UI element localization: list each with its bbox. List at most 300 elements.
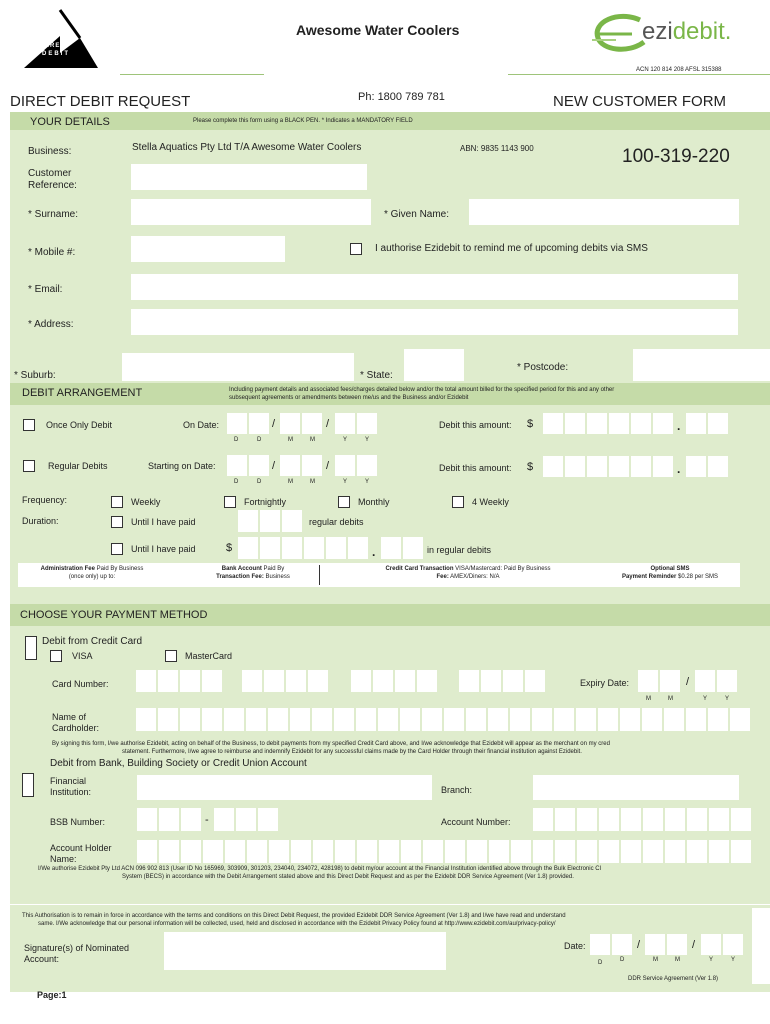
debit-count-cell-1[interactable] bbox=[238, 510, 258, 532]
fee-bank-title-2: Transaction Fee: bbox=[216, 574, 264, 580]
fee-admin-title: Administration Fee bbox=[40, 566, 95, 572]
cc-consent-line-1: By signing this form, I/we authorise Ezidebit, acting on behalf of the Business, to debit payments from my specified Credit Card above, and I/we acknowledge that Ezidebit will appear as the merchant on my cred bbox=[52, 741, 610, 747]
expiry-hint-m2: M bbox=[668, 696, 673, 702]
until-paid-decimal: . bbox=[372, 545, 376, 559]
account-digit-cell[interactable] bbox=[621, 808, 641, 831]
company-name: Awesome Water Coolers bbox=[296, 22, 460, 38]
fee-sms-title-2: Payment Reminder bbox=[621, 574, 677, 580]
regular-amount-cell[interactable] bbox=[543, 456, 563, 477]
once-amount-cell[interactable] bbox=[631, 413, 651, 434]
account-holder-cell[interactable] bbox=[291, 840, 311, 863]
logo-text-debit: DEBIT bbox=[42, 51, 70, 57]
visa-label: VISA bbox=[72, 651, 93, 661]
account-holder-cell[interactable] bbox=[599, 840, 619, 863]
given-name-input[interactable] bbox=[469, 199, 739, 225]
phone-number: Ph: 1800 789 781 bbox=[358, 91, 445, 103]
account-holder-cell[interactable] bbox=[137, 840, 157, 863]
fee-bank-payer-2: Business bbox=[263, 574, 290, 580]
start-date-hint-d2: D bbox=[257, 479, 262, 485]
cardholder-cell[interactable] bbox=[312, 708, 332, 731]
four-weekly-checkbox[interactable] bbox=[452, 496, 464, 508]
once-amount-cell[interactable] bbox=[543, 413, 563, 434]
once-date-hint-y1: Y bbox=[343, 437, 348, 443]
cardholder-cell[interactable] bbox=[356, 708, 376, 731]
account-digit-cell[interactable] bbox=[599, 808, 619, 831]
cardholder-cell[interactable] bbox=[664, 708, 684, 731]
until-paid-amount-cell[interactable] bbox=[238, 537, 258, 559]
cardholder-cell[interactable] bbox=[488, 708, 508, 731]
until-paid-amount-cell[interactable] bbox=[260, 537, 280, 559]
page-number: Page:1 bbox=[37, 990, 67, 1000]
once-date-m2[interactable] bbox=[302, 413, 322, 434]
start-date-sep-1: / bbox=[272, 460, 276, 472]
card-digit-cell[interactable] bbox=[308, 670, 328, 692]
cardholder-cell[interactable] bbox=[642, 708, 662, 731]
authorisation-line-2: same. I/We acknowledge that our personal information will be collected, used, held and disclosed in accordance with the Ezidebit Privacy Policy found at http://www.ezidebit.com/au/privacy-policy/ bbox=[38, 921, 556, 927]
sign-date-hint-d1: D bbox=[598, 960, 603, 966]
state-input[interactable] bbox=[404, 349, 464, 381]
regular-debits-suffix: regular debits bbox=[309, 517, 364, 527]
in-regular-debits-suffix: in regular debits bbox=[427, 545, 492, 555]
cardholder-cell[interactable] bbox=[620, 708, 640, 731]
once-date-hint-d1: D bbox=[234, 437, 239, 443]
your-details-title: YOUR DETAILS bbox=[30, 116, 110, 128]
cardholder-cell[interactable] bbox=[400, 708, 420, 731]
fee-card-title: Credit Card Transaction bbox=[385, 566, 454, 572]
cardholder-cell[interactable] bbox=[290, 708, 310, 731]
card-digit-cell[interactable] bbox=[481, 670, 501, 692]
bank-option-checkbox[interactable] bbox=[22, 773, 34, 797]
expiry-hint-m1: M bbox=[646, 696, 651, 702]
ezidebit-swirl-icon bbox=[588, 12, 648, 56]
card-digit-cell[interactable] bbox=[180, 670, 200, 692]
logo-text-direct: DIRECT bbox=[42, 43, 71, 49]
once-only-checkbox[interactable] bbox=[23, 419, 35, 431]
once-date-hint-d2: D bbox=[257, 437, 262, 443]
cardholder-cell[interactable] bbox=[554, 708, 574, 731]
fee-admin bbox=[18, 565, 166, 581]
direct-debit-logo bbox=[20, 8, 100, 70]
start-date-hint-d1: D bbox=[234, 479, 239, 485]
account-holder-cell[interactable] bbox=[401, 840, 421, 863]
card-digit-cell[interactable] bbox=[417, 670, 437, 692]
bsb-cell-3[interactable] bbox=[181, 808, 201, 831]
once-amount-cells[interactable] bbox=[543, 413, 733, 435]
email-input[interactable] bbox=[131, 274, 738, 300]
customer-reference-label: Customer Reference: bbox=[28, 168, 77, 191]
signature-side-box bbox=[752, 908, 770, 984]
once-date-d2[interactable] bbox=[249, 413, 269, 434]
once-amount-cell[interactable] bbox=[708, 413, 728, 434]
regular-debits-label: Regular Debits bbox=[48, 461, 108, 471]
card-digit-cell[interactable] bbox=[242, 670, 262, 692]
cardholder-cell[interactable] bbox=[180, 708, 200, 731]
sign-date-hint-y1: Y bbox=[709, 957, 714, 963]
account-holder-cell[interactable] bbox=[313, 840, 333, 863]
fee-admin-payer: Paid By Business bbox=[94, 566, 144, 572]
regular-amount-cell[interactable] bbox=[631, 456, 651, 477]
business-value: Stella Aquatics Pty Ltd T/A Awesome Water Coolers bbox=[132, 142, 362, 153]
monthly-label: Monthly bbox=[358, 497, 390, 507]
sign-date-m1[interactable] bbox=[645, 934, 665, 955]
account-holder-cell[interactable] bbox=[489, 840, 509, 863]
card-digit-cell[interactable] bbox=[395, 670, 415, 692]
account-holder-cell[interactable] bbox=[203, 840, 223, 863]
card-digit-cell[interactable] bbox=[525, 670, 545, 692]
once-amount-cell[interactable] bbox=[686, 413, 706, 434]
until-paid-amount-cell[interactable] bbox=[348, 537, 368, 559]
cardholder-cell[interactable] bbox=[268, 708, 288, 731]
until-paid-amount-cell[interactable] bbox=[381, 537, 401, 559]
card-number-cells[interactable] bbox=[136, 670, 556, 692]
cardholder-cell[interactable] bbox=[444, 708, 464, 731]
account-holder-cell[interactable] bbox=[555, 840, 575, 863]
card-digit-cell[interactable] bbox=[136, 670, 156, 692]
brand-debit: debit bbox=[672, 18, 725, 45]
expiry-y1[interactable] bbox=[695, 670, 715, 692]
once-date-y1[interactable] bbox=[335, 413, 355, 434]
expiry-y2[interactable] bbox=[717, 670, 737, 692]
account-holder-cell[interactable] bbox=[225, 840, 245, 863]
cardholder-cell[interactable] bbox=[334, 708, 354, 731]
regular-amount-cell[interactable] bbox=[565, 456, 585, 477]
start-date-hint-m2: M bbox=[310, 479, 315, 485]
debit-arrangement-note-2: subsequent agreements or amendments between me/us and the Business and/or Ezidebit bbox=[229, 395, 469, 401]
expiry-label: Expiry Date: bbox=[580, 678, 630, 688]
start-date-hint-y1: Y bbox=[343, 479, 348, 485]
bsb-cell-2[interactable] bbox=[159, 808, 179, 831]
bsb-cell-1[interactable] bbox=[137, 808, 157, 831]
suburb-label: * Suburb: bbox=[14, 370, 56, 381]
regular-amount-dollar: $ bbox=[527, 461, 534, 473]
account-digit-cell[interactable] bbox=[555, 808, 575, 831]
form-type: NEW CUSTOMER FORM bbox=[553, 93, 727, 110]
sign-date-d1[interactable] bbox=[590, 934, 610, 955]
expiry-m2[interactable] bbox=[660, 670, 680, 692]
start-date-sep-2: / bbox=[326, 460, 330, 472]
cardholder-cell[interactable] bbox=[202, 708, 222, 731]
debit-count-cell-3[interactable] bbox=[282, 510, 302, 532]
bank-option-label: Debit from Bank, Building Society or Credit Union Account bbox=[50, 758, 307, 769]
until-paid-amount-checkbox[interactable] bbox=[111, 543, 123, 555]
account-holder-cell[interactable] bbox=[269, 840, 289, 863]
regular-amount-decimal: . bbox=[677, 462, 681, 476]
brand-ezi: ezi bbox=[642, 18, 673, 45]
signature-date-label: Date: bbox=[564, 941, 586, 951]
until-paid-amount-cell[interactable] bbox=[304, 537, 324, 559]
sign-date-m2[interactable] bbox=[667, 934, 687, 955]
once-only-label: Once Only Debit bbox=[46, 420, 113, 430]
duration-label: Duration: bbox=[22, 516, 59, 526]
start-date-y2[interactable] bbox=[357, 455, 377, 476]
account-holder-cell[interactable] bbox=[687, 840, 707, 863]
account-digit-cell[interactable] bbox=[665, 808, 685, 831]
expiry-hint-y2: Y bbox=[725, 696, 730, 702]
fee-card-title-2: Fee: bbox=[436, 574, 449, 580]
once-date-hint-m1: M bbox=[288, 437, 293, 443]
state-label: * State: bbox=[360, 370, 393, 381]
cardholder-cell[interactable] bbox=[136, 708, 156, 731]
cardholder-cell[interactable] bbox=[510, 708, 530, 731]
account-holder-cell[interactable] bbox=[357, 840, 377, 863]
fortnightly-checkbox[interactable] bbox=[224, 496, 236, 508]
surname-input[interactable] bbox=[131, 199, 371, 225]
card-digit-cell[interactable] bbox=[459, 670, 479, 692]
payment-method-title: CHOOSE YOUR PAYMENT METHOD bbox=[20, 609, 208, 621]
regular-amount-cells[interactable] bbox=[543, 456, 733, 478]
brand-dot: . bbox=[724, 18, 732, 45]
fee-card-payer-2: AMEX/Diners: N/A bbox=[448, 574, 500, 580]
start-date-d1[interactable] bbox=[227, 455, 247, 476]
account-holder-cell[interactable] bbox=[445, 840, 465, 863]
cardholder-cell[interactable] bbox=[576, 708, 596, 731]
sign-date-hint-d2: D bbox=[620, 957, 625, 963]
account-holder-cell[interactable] bbox=[533, 840, 553, 863]
bsb-cell-6[interactable] bbox=[258, 808, 278, 831]
suburb-input[interactable] bbox=[122, 353, 354, 381]
header-underline-left bbox=[120, 74, 264, 75]
account-digit-cell[interactable] bbox=[687, 808, 707, 831]
once-date-sep-2: / bbox=[326, 418, 330, 430]
account-holder-cell[interactable] bbox=[181, 840, 201, 863]
fee-card bbox=[338, 565, 598, 581]
card-digit-cell[interactable] bbox=[373, 670, 393, 692]
once-date-y2[interactable] bbox=[357, 413, 377, 434]
acn-afsl: ACN 120 814 208 AFSL 315388 bbox=[636, 67, 722, 73]
expiry-m1[interactable] bbox=[638, 670, 658, 692]
header-underline-right bbox=[508, 74, 770, 75]
regular-amount-cell[interactable] bbox=[653, 456, 673, 477]
once-amount-cell[interactable] bbox=[565, 413, 585, 434]
account-digit-cell[interactable] bbox=[731, 808, 751, 831]
account-holder-cell[interactable] bbox=[247, 840, 267, 863]
until-paid-count-checkbox[interactable] bbox=[111, 516, 123, 528]
start-date-d2[interactable] bbox=[249, 455, 269, 476]
cardholder-cell[interactable] bbox=[246, 708, 266, 731]
card-digit-cell[interactable] bbox=[286, 670, 306, 692]
debit-arrangement-title: DEBIT ARRANGEMENT bbox=[22, 387, 143, 399]
regular-amount-cell[interactable] bbox=[587, 456, 607, 477]
sign-date-sep-2: / bbox=[692, 939, 696, 951]
frequency-label: Frequency: bbox=[22, 495, 68, 505]
account-holder-label: Account Holder Name: bbox=[50, 843, 112, 864]
account-holder-cell[interactable] bbox=[159, 840, 179, 863]
account-number-label: Account Number: bbox=[441, 817, 511, 827]
on-date-label: On Date: bbox=[183, 420, 220, 430]
surname-label: * Surname: bbox=[28, 209, 79, 220]
account-digit-cell[interactable] bbox=[643, 808, 663, 831]
account-digit-cell[interactable] bbox=[533, 808, 553, 831]
debit-count-cell-2[interactable] bbox=[260, 510, 280, 532]
cardholder-cell[interactable] bbox=[730, 708, 750, 731]
customer-reference-input[interactable] bbox=[131, 164, 367, 190]
once-date-sep-1: / bbox=[272, 418, 276, 430]
sms-consent-checkbox[interactable] bbox=[350, 243, 362, 255]
account-holder-cell[interactable] bbox=[467, 840, 487, 863]
cardholder-cells[interactable] bbox=[136, 708, 770, 732]
once-amount-cell[interactable] bbox=[653, 413, 673, 434]
postcode-label: * Postcode: bbox=[517, 362, 569, 373]
fee-sms bbox=[602, 565, 738, 581]
sign-date-d2[interactable] bbox=[612, 934, 632, 955]
regular-amount-cell[interactable] bbox=[708, 456, 728, 477]
start-date-hint-m1: M bbox=[288, 479, 293, 485]
once-date-d1[interactable] bbox=[227, 413, 247, 434]
fee-bank-payer: Paid By bbox=[261, 566, 285, 572]
starting-date-label: Starting on Date: bbox=[148, 461, 216, 471]
account-holder-cells[interactable] bbox=[137, 840, 770, 864]
your-details-note: Please complete this form using a BLACK PEN. * Indicates a MANDATORY FIELD bbox=[193, 118, 413, 124]
address-input[interactable] bbox=[131, 309, 738, 335]
fee-bank bbox=[183, 565, 323, 581]
mastercard-checkbox[interactable] bbox=[165, 650, 177, 662]
postcode-input[interactable] bbox=[633, 349, 770, 381]
fee-table bbox=[18, 563, 740, 587]
once-amount-cell[interactable] bbox=[587, 413, 607, 434]
account-holder-cell[interactable] bbox=[379, 840, 399, 863]
ddr-version: DDR Service Agreement (Ver 1.8) bbox=[628, 976, 719, 982]
cc-consent-line-2: statement. Furthermore, I/we agree to reimburse and indemnify Ezidebit for any successful claims made by the Card Holder through their financial institution against Ezidebit. bbox=[122, 749, 582, 755]
until-paid-amount-cell[interactable] bbox=[403, 537, 423, 559]
cardholder-cell[interactable] bbox=[598, 708, 618, 731]
financial-institution-input[interactable] bbox=[137, 775, 432, 800]
card-digit-cell[interactable] bbox=[351, 670, 371, 692]
account-digit-cell[interactable] bbox=[577, 808, 597, 831]
form-title: DIRECT DEBIT REQUEST bbox=[10, 93, 191, 110]
once-amount-decimal: . bbox=[677, 419, 681, 433]
signature-input[interactable] bbox=[164, 932, 446, 970]
weekly-label: Weekly bbox=[131, 497, 161, 507]
authorisation-line-1: This Authorisation is to remain in force in accordance with the terms and conditions on this Direct Debit Request, the provided Ezidebit DDR Service Agreement (Ver 1.8) and I/we have read and understand bbox=[22, 913, 566, 919]
weekly-checkbox[interactable] bbox=[111, 496, 123, 508]
debit-arrangement-note-1: Including payment details and associated fees/charges detailed below and/or the total amount billed for the specified period for this and any other bbox=[229, 387, 615, 393]
account-digit-cell[interactable] bbox=[709, 808, 729, 831]
start-date-hint-y2: Y bbox=[365, 479, 370, 485]
email-label: * Email: bbox=[28, 284, 63, 295]
reference-number: 100-319-220 bbox=[622, 146, 730, 167]
start-date-y1[interactable] bbox=[335, 455, 355, 476]
account-holder-cell[interactable] bbox=[577, 840, 597, 863]
once-date-hint-m2: M bbox=[310, 437, 315, 443]
sign-date-hint-y2: Y bbox=[731, 957, 736, 963]
once-date-m1[interactable] bbox=[280, 413, 300, 434]
cardholder-cell[interactable] bbox=[686, 708, 706, 731]
account-holder-cell[interactable] bbox=[511, 840, 531, 863]
financial-institution-label: Financial Institution: bbox=[50, 776, 92, 797]
once-amount-dollar: $ bbox=[527, 418, 534, 430]
account-holder-cell[interactable] bbox=[731, 840, 751, 863]
fortnightly-label: Fortnightly bbox=[244, 497, 287, 507]
four-weekly-label: 4 Weekly bbox=[472, 497, 509, 507]
once-date-hint-y2: Y bbox=[365, 437, 370, 443]
mastercard-label: MasterCard bbox=[185, 651, 233, 661]
mobile-label: * Mobile #: bbox=[28, 247, 76, 258]
cardholder-cell[interactable] bbox=[708, 708, 728, 731]
cardholder-cell[interactable] bbox=[422, 708, 442, 731]
expiry-hint-y1: Y bbox=[703, 696, 708, 702]
signature-label: Signature(s) of Nominated Account: bbox=[24, 943, 130, 964]
sign-date-hint-m1: M bbox=[653, 957, 658, 963]
sign-date-hint-m2: M bbox=[675, 957, 680, 963]
card-number-label: Card Number: bbox=[52, 679, 109, 689]
until-paid-amount-cells[interactable] bbox=[238, 537, 428, 559]
fee-card-payer: VISA/Mastercard: Paid By Business bbox=[453, 566, 551, 572]
address-label: * Address: bbox=[28, 319, 74, 330]
account-holder-cell[interactable] bbox=[423, 840, 443, 863]
start-date-m2[interactable] bbox=[302, 455, 322, 476]
cardholder-cell[interactable] bbox=[466, 708, 486, 731]
fee-sms-price: $0.28 per SMS bbox=[676, 574, 719, 580]
until-paid-amount-cell[interactable] bbox=[326, 537, 346, 559]
sign-date-sep-1: / bbox=[637, 939, 641, 951]
visa-checkbox[interactable] bbox=[50, 650, 62, 662]
fee-admin-limit: (once only) up to: bbox=[68, 574, 116, 580]
until-paid-amount-label: Until I have paid bbox=[131, 544, 196, 554]
until-paid-dollar: $ bbox=[226, 542, 233, 554]
start-date-m1[interactable] bbox=[280, 455, 300, 476]
bsb-label: BSB Number: bbox=[50, 817, 106, 827]
branch-input[interactable] bbox=[533, 775, 739, 800]
business-label: Business: bbox=[28, 146, 72, 157]
account-holder-cell[interactable] bbox=[643, 840, 663, 863]
authorisation-divider bbox=[10, 904, 770, 905]
regular-debits-checkbox[interactable] bbox=[23, 460, 35, 472]
bsb-cell-4[interactable] bbox=[214, 808, 234, 831]
bank-consent-line-1: I/We authorise Ezidebit Pty Ltd ACN 096 902 813 (User ID No 165969, 303909, 301203, 234040, 234072, 428198) to debit my/our account at the Financial Institution identified above through the Bulk Electronic Cl bbox=[38, 866, 601, 872]
cardholder-label: Name of Cardholder: bbox=[52, 712, 100, 733]
sms-consent-label: I authorise Ezidebit to remind me of upcoming debits via SMS bbox=[375, 243, 648, 254]
regular-amount-cell[interactable] bbox=[686, 456, 706, 477]
cardholder-cell[interactable] bbox=[378, 708, 398, 731]
bsb-cell-5[interactable] bbox=[236, 808, 256, 831]
until-paid-count-label: Until I have paid bbox=[131, 517, 196, 527]
ezidebit-logo bbox=[588, 12, 758, 62]
until-paid-amount-cell[interactable] bbox=[282, 537, 302, 559]
regular-amount-label: Debit this amount: bbox=[439, 463, 512, 473]
card-digit-cell[interactable] bbox=[158, 670, 178, 692]
account-number-cells[interactable] bbox=[533, 808, 770, 832]
monthly-checkbox[interactable] bbox=[338, 496, 350, 508]
branch-label: Branch: bbox=[441, 785, 473, 795]
credit-card-option-checkbox[interactable] bbox=[25, 636, 37, 660]
once-amount-label: Debit this amount: bbox=[439, 420, 512, 430]
expiry-sep: / bbox=[686, 676, 690, 688]
account-holder-cell[interactable] bbox=[621, 840, 641, 863]
sign-date-y1[interactable] bbox=[701, 934, 721, 955]
account-holder-cell[interactable] bbox=[709, 840, 729, 863]
cardholder-cell[interactable] bbox=[224, 708, 244, 731]
cardholder-cell[interactable] bbox=[158, 708, 178, 731]
account-holder-cell[interactable] bbox=[665, 840, 685, 863]
cardholder-cell[interactable] bbox=[532, 708, 552, 731]
fee-divider bbox=[319, 565, 320, 585]
given-name-label: * Given Name: bbox=[384, 209, 450, 220]
bank-consent-line-2: System (BECS) in accordance with the Debit Arrangement stated above and this Direct Debit Request and as per the Ezidebit DDR Service Agreement (Ver 1.8) provided. bbox=[122, 874, 574, 880]
sign-date-y2[interactable] bbox=[723, 934, 743, 955]
once-amount-cell[interactable] bbox=[609, 413, 629, 434]
card-digit-cell[interactable] bbox=[202, 670, 222, 692]
regular-amount-cell[interactable] bbox=[609, 456, 629, 477]
fee-sms-title: Optional SMS bbox=[650, 566, 690, 572]
fee-bank-title: Bank Account bbox=[221, 566, 262, 572]
abn: ABN: 9835 1143 900 bbox=[460, 144, 534, 153]
account-holder-cell[interactable] bbox=[335, 840, 355, 863]
credit-card-option-label: Debit from Credit Card bbox=[42, 636, 143, 647]
mobile-input[interactable] bbox=[131, 236, 285, 262]
card-digit-cell[interactable] bbox=[264, 670, 284, 692]
bsb-dash: - bbox=[205, 814, 209, 826]
card-digit-cell[interactable] bbox=[503, 670, 523, 692]
